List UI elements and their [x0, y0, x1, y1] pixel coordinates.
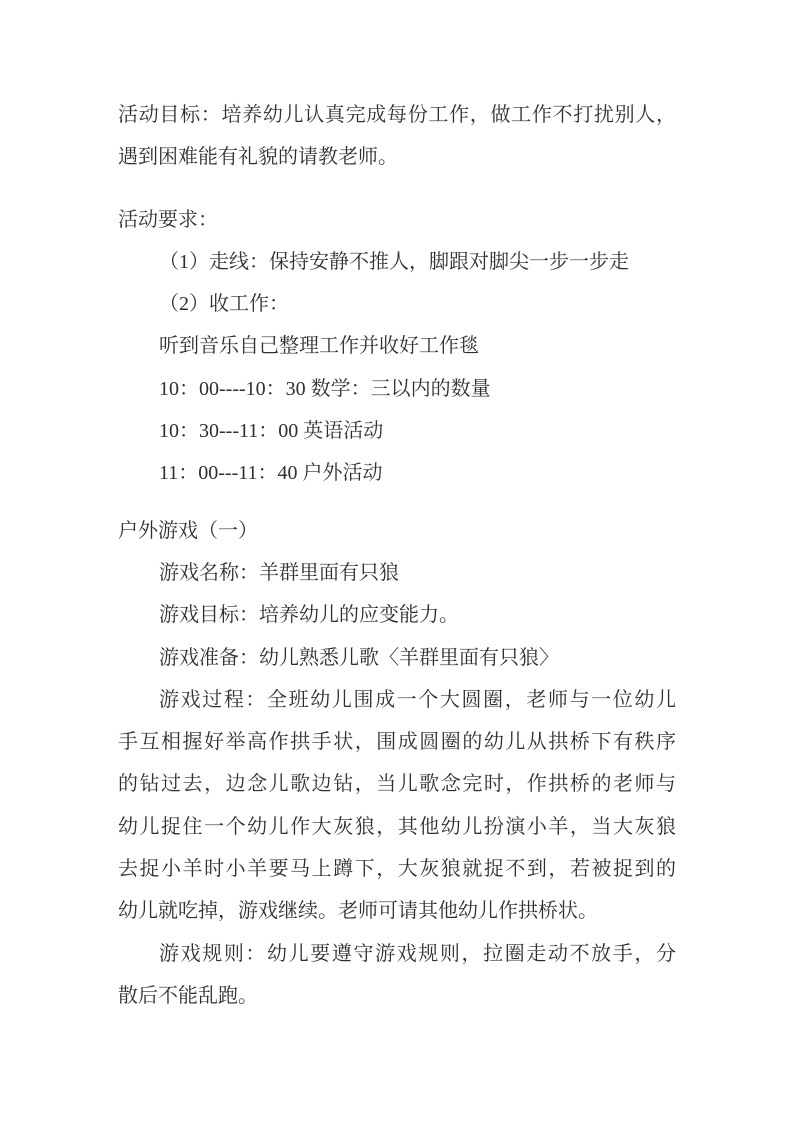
text-line: 游戏规则：幼儿要遵守游戏规则，拉圈走动不放手，分 — [159, 942, 676, 965]
schedule-line: 10：00----10：30 数学：三以内的数量 — [159, 377, 491, 400]
list-item: （1）走线：保持安静不推人，脚跟对脚尖一步一步走 — [159, 250, 629, 273]
text-line: 散后不能乱跑。 — [118, 984, 258, 1007]
text-line: 遇到困难能有礼貌的请教老师。 — [118, 146, 398, 169]
section-heading: 活动要求： — [118, 208, 218, 231]
text-line: 游戏名称：羊群里面有只狼 — [159, 561, 399, 584]
section-heading: 户外游戏（一） — [118, 519, 258, 542]
text-line: 活动目标：培养幼儿认真完成每份工作，做工作不打扰别人， — [118, 104, 676, 126]
schedule-line: 11：00---11：40 户外活动 — [159, 462, 383, 485]
text-line: 幼儿就吃掉，游戏继续。老师可请其他幼儿作拱桥状。 — [118, 900, 598, 923]
text-line: 听到音乐自己整理工作并收好工作毯 — [159, 335, 479, 358]
text-line: 去捉小羊时小羊要马上蹲下，大灰狼就捉不到，若被捉到的 — [118, 858, 676, 881]
schedule-line: 10：30---11：00 英语活动 — [159, 420, 384, 443]
text-line: 游戏准备：幼儿熟悉儿歌〈羊群里面有只狼〉 — [159, 646, 559, 669]
text-line: 游戏过程：全班幼儿围成一个大圆圈，老师与一位幼儿 — [159, 688, 676, 711]
text-line: 手互相握好举高作拱手状，围成圆圈的幼儿从拱桥下有秩序 — [118, 731, 676, 754]
text-line: 游戏目标：培养幼儿的应变能力。 — [159, 604, 459, 627]
text-line: 的钻过去，边念儿歌边钻，当儿歌念完时，作拱桥的老师与 — [118, 773, 676, 796]
text-line: 幼儿捉住一个幼儿作大灰狼，其他幼儿扮演小羊，当大灰狼 — [118, 815, 676, 838]
list-item: （2）收工作： — [159, 293, 289, 316]
